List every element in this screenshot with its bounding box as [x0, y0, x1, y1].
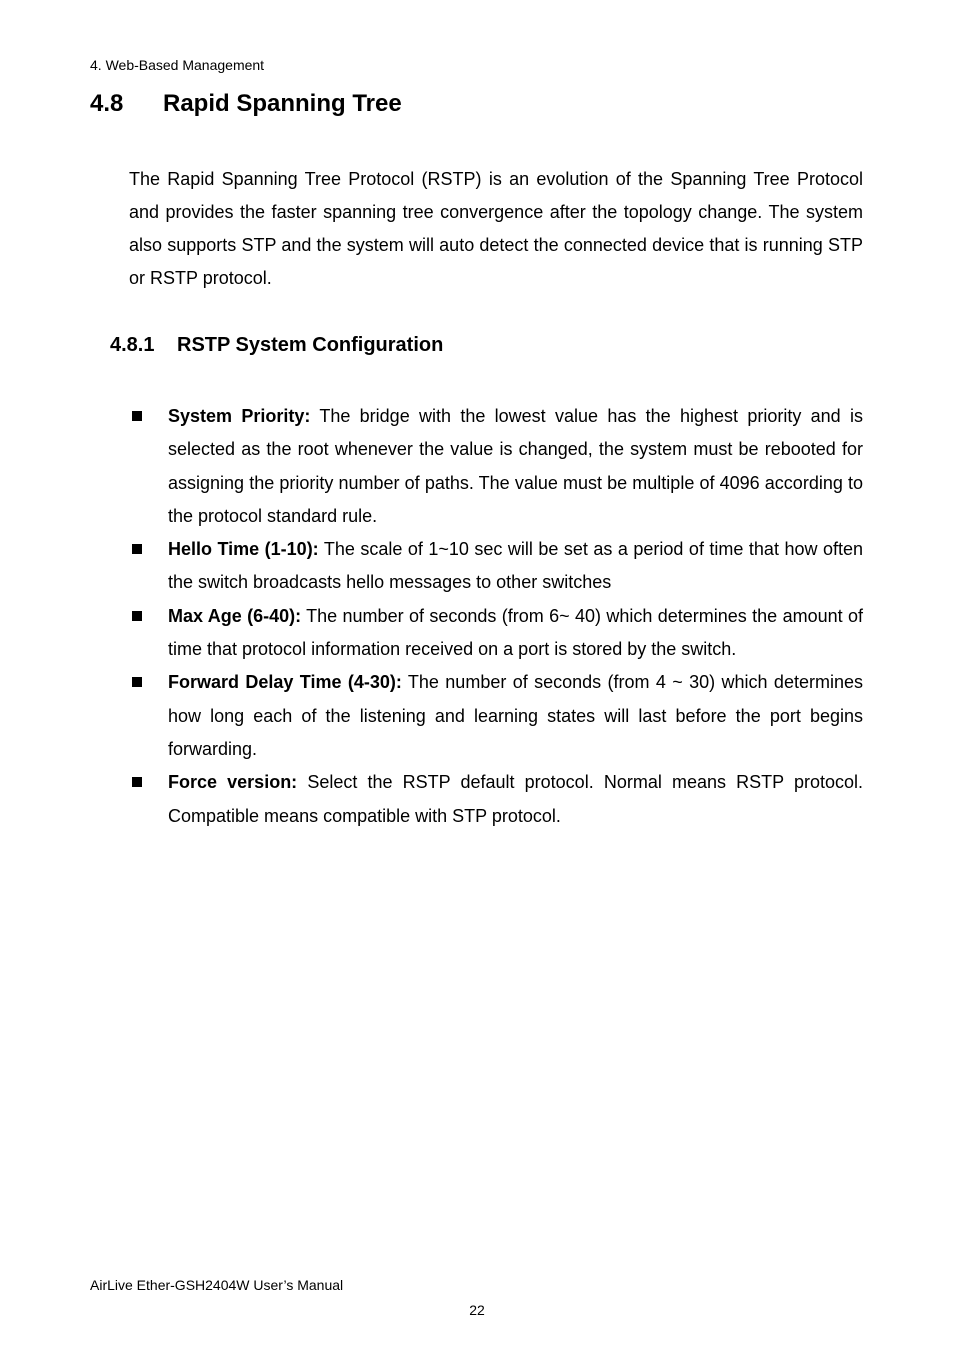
subsection-heading [110, 334, 443, 357]
list-item [129, 600, 863, 667]
square-bullet-icon [132, 544, 142, 554]
list-item [129, 766, 863, 833]
list-item [129, 400, 863, 533]
list-item [129, 533, 863, 600]
running-header: 4. Web-Based Management [90, 57, 265, 73]
section-title: Rapid Spanning Tree [163, 90, 402, 117]
footer-manual-title: AirLive Ether-GSH2404W User’s Manual [90, 1277, 344, 1293]
subsection-number: 4.8.1 [110, 334, 155, 356]
page-number: 22 [469, 1302, 485, 1318]
description: The bridge with the lowest value has the highest priority and is selected as the root whenever the value is changed, the system must be rebooted for assigning the priority number of paths. The value must be multiple of 4096 according to the protocol standard rule. [168, 406, 863, 526]
term: Max Age (6-40): [168, 605, 302, 626]
subsection-title: RSTP System Configuration [177, 334, 444, 356]
square-bullet-icon [132, 611, 142, 621]
square-bullet-icon [132, 411, 142, 421]
description: The number of seconds (from 6~ 40) which determines the amount of time that protocol information received on a port is stored by the switch. [168, 605, 863, 660]
list-item [129, 666, 863, 766]
term: Hello Time (1-10): [168, 539, 319, 560]
section-number: 4.8 [90, 90, 124, 117]
term: Force version: [168, 772, 298, 793]
square-bullet-icon [132, 677, 142, 687]
parameter-list [129, 400, 863, 833]
description: The number of seconds (from 4 ~ 30) which determines how long each of the listening and learning states will last before the port begins forwarding. [168, 672, 863, 759]
description: The scale of 1~10 sec will be set as a period of time that how often the switch broadcasts hello messages to other switches [168, 539, 863, 593]
section-heading [90, 90, 402, 118]
term: Forward Delay Time (4-30): [168, 672, 402, 693]
square-bullet-icon [132, 777, 142, 787]
intro-paragraph: The Rapid Spanning Tree Protocol (RSTP) is an evolution of the Spanning Tree Protocol and provides the faster spanning tree convergence after the topology change. The system also supports STP and the system will auto detect the connected device that is running STP or RSTP protocol. [129, 169, 863, 288]
description: Select the RSTP default protocol. Normal means RSTP protocol. Compatible means compatible with STP protocol. [168, 772, 863, 826]
term: System Priority: [168, 406, 311, 426]
